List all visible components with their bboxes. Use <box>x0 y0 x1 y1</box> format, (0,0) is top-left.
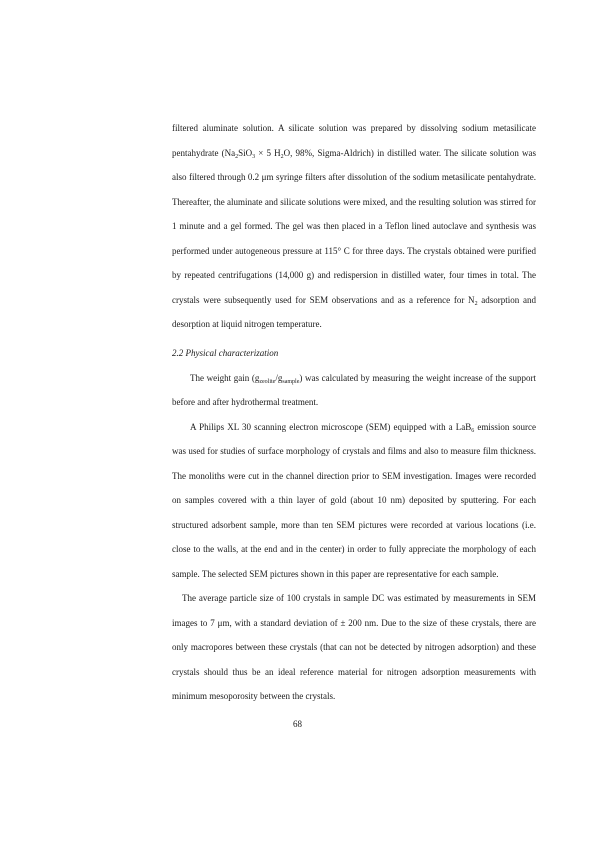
synthesis-paragraph: filtered aluminate solution. A silicate solution was prepared by dissolving sodium metasilicate pentahydrate ($Na_2SiO_3 \times 5$ $H_2O$, 98%, Sigma-Aldrich) in distilled water. The silicate solution was also filtered through 0.2 μm syringe filters after dissolution of the sodium metasilicate pentahydrate. Thereafter, the aluminate and silicate solutions were mixed, and the resulting solution was stirred for 1 minute and a gel formed. The gel was then placed in a Teflon lined autoclave and synthesis was performed under autogeneous pressure at 115° C for three days. The crystals obtained were purified by repeated centrifugations (14,000 g) and redispersion in distilled water, four times in total. The crystals were subsequently used for SEM observations and as a reference for $N_2$ adsorption and desorption at liquid nitrogen temperature. <box>172 123 537 329</box>
characterization-section <box>172 341 536 709</box>
synthesis-paragraph-block <box>172 116 536 337</box>
page-number: 68 <box>293 719 302 729</box>
sem-paragraph: A Philips XL 30 scanning electron microscope (SEM) equipped with a LaB$_6$ emission source was used for studies of surface morphology of crystals and films and also to measure film thickness. The monoliths were cut in the channel direction prior to SEM investigation. Images were recorded on samples covered with a thin layer of gold (about 10 nm) deposited by sputtering. For each structured adsorbent sample, more than ten SEM pictures were recorded at various locations (i.e. close to the walls, at the end and in the center) in order to fully appreciate the morphology of each sample. The selected SEM pictures shown in this paper are representative for each sample. <box>172 421 536 579</box>
section-heading: 2.2 Physical characterization <box>172 348 279 358</box>
particle-size-paragraph: The average particle size of 100 crystals in sample DC was estimated by measurements in SEM images to 7 μm, with a standard deviation of ± 200 nm. Due to the size of these crystals, there are only macropores between these crystals (that can not be detected by nitrogen adsorption) and these crystals should thus be an ideal reference material for nitrogen adsorption measurements with minimum mesoporosity between the crystals. <box>172 593 536 701</box>
weight-gain-paragraph: The weight gain $(g_{zeolite}/g_{sample})$ was calculated by measuring the weight increase of the support before and after hydrothermal treatment. <box>172 372 536 407</box>
